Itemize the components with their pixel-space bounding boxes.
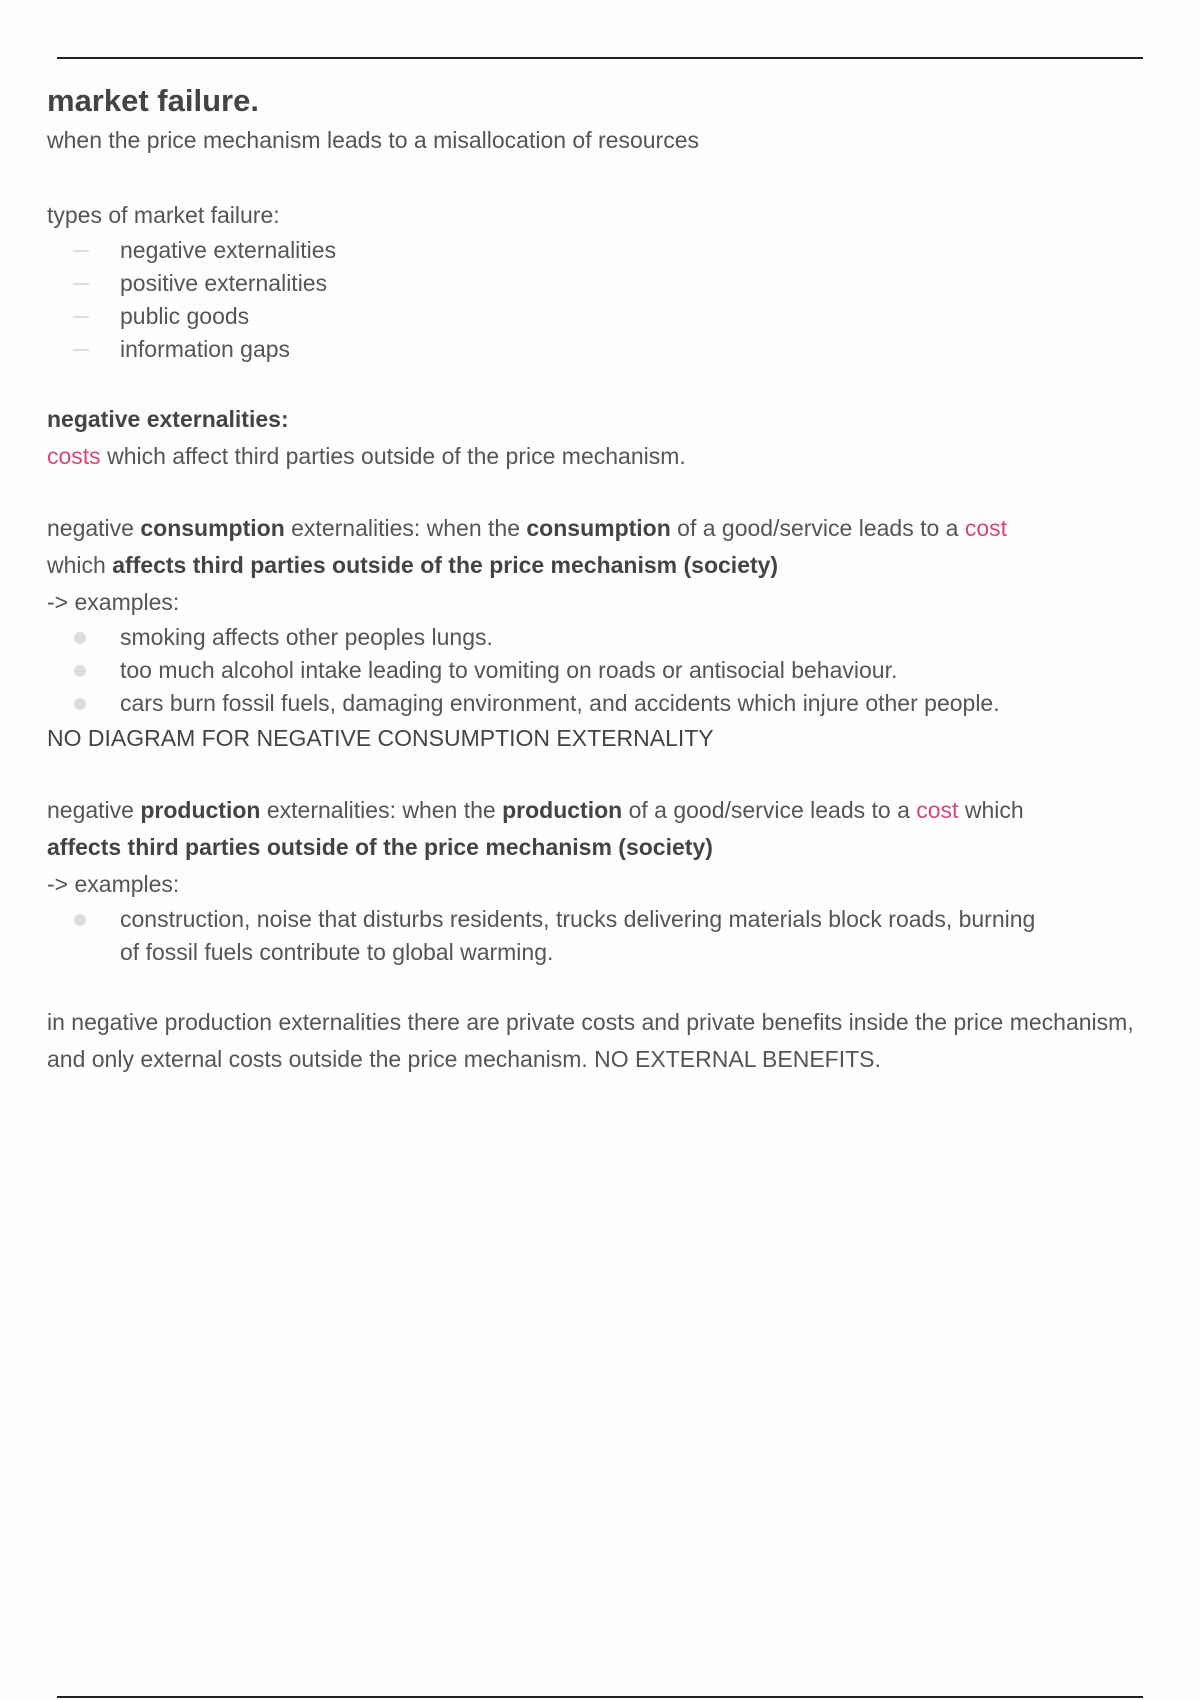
highlight-cost: cost [916, 797, 959, 823]
consumption-definition-line2: which affects third parties outside of the price mechanism (society) [47, 552, 779, 578]
consumption-examples-label: -> examples: [47, 589, 180, 615]
bottom-rule [57, 1696, 1143, 1698]
definition: when the price mechanism leads to a misallocation of resources [47, 127, 699, 153]
consumption-definition: negative consumption externalities: when the consumption of a good/service leads to a cost [47, 515, 1008, 541]
consumption-note: NO DIAGRAM FOR NEGATIVE CONSUMPTION EXTERNALITY [47, 725, 714, 751]
types-list [47, 234, 1157, 366]
summary-paragraph: in negative production externalities there are private costs and private benefits inside the price mechanism, and only external costs outside the price mechanism. NO EXTERNAL BENEFITS. [47, 1009, 1134, 1072]
list-item: positive externalities [47, 267, 1157, 300]
neg-ext-definition: costs which affect third parties outside of the price mechanism. [47, 443, 686, 469]
neg-ext-heading: negative externalities: [47, 406, 289, 432]
document-page [47, 80, 1157, 1078]
list-item: smoking affects other peoples lungs. [47, 621, 1157, 654]
highlight-cost: cost [964, 515, 1008, 541]
production-examples [47, 903, 1157, 969]
list-item: too much alcohol intake leading to vomiting on roads or antisocial behaviour. [47, 654, 1157, 687]
highlight-costs: costs [47, 443, 101, 469]
list-item: negative externalities [47, 234, 1157, 267]
list-item: cars burn fossil fuels, damaging environment, and accidents which injure other people. [47, 687, 1157, 720]
page-title: market failure. [47, 83, 259, 118]
list-item: public goods [47, 300, 1157, 333]
list-item: construction, noise that disturbs residents, trucks delivering materials block roads, burning of fossil fuels contribute to global warming. [47, 903, 1157, 969]
production-definition: negative production externalities: when the production of a good/service leads to a cost which [47, 797, 1024, 823]
top-rule [57, 57, 1143, 59]
production-definition-line2: affects third parties outside of the price mechanism (society) [47, 834, 713, 860]
production-examples-label: -> examples: [47, 871, 180, 897]
list-item: information gaps [47, 333, 1157, 366]
types-heading: types of market failure: [47, 202, 280, 228]
consumption-examples [47, 621, 1157, 720]
